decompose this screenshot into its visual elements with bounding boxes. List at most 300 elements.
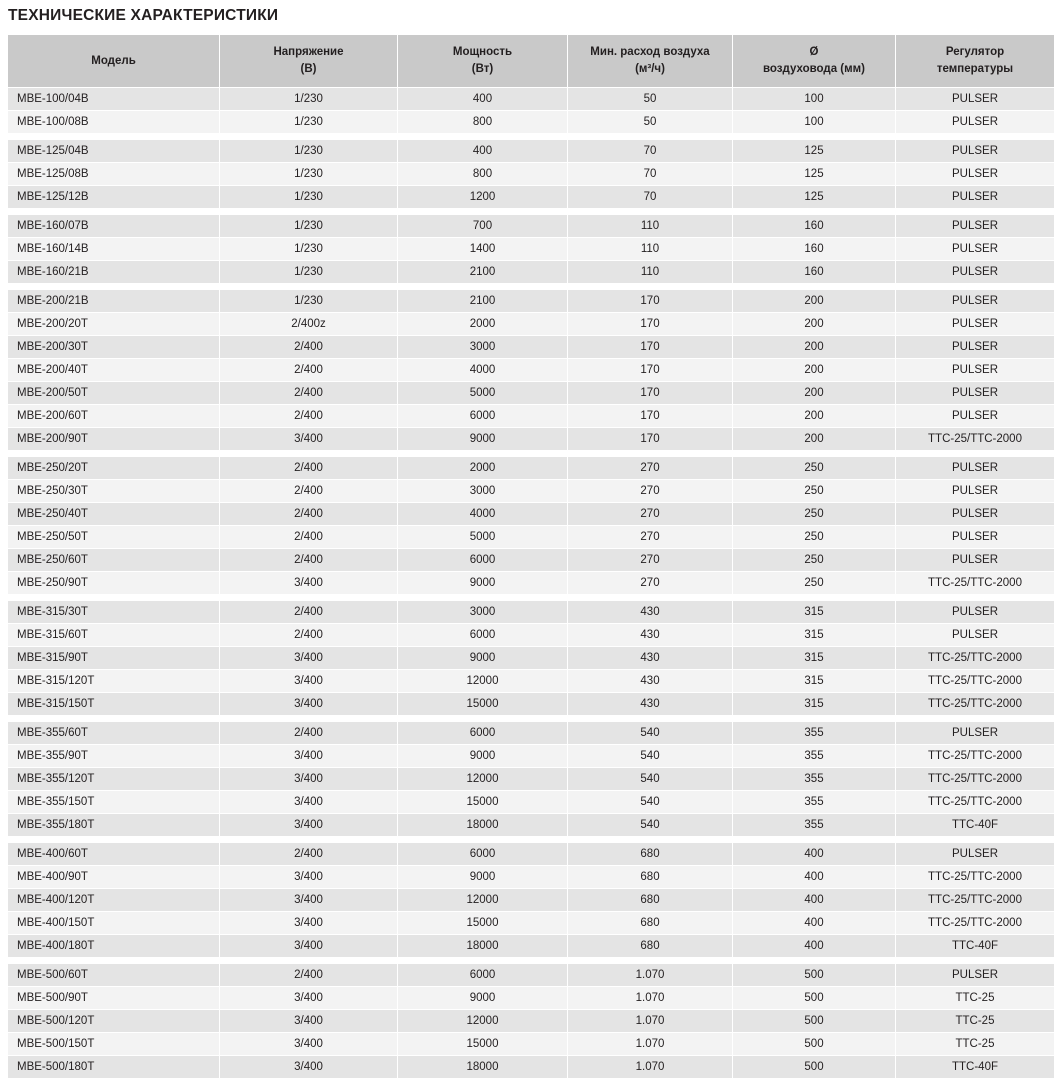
cell-power: 2000: [398, 313, 568, 336]
cell-airflow: 430: [568, 670, 733, 693]
cell-power: 12000: [398, 889, 568, 912]
table-row: [8, 814, 1055, 837]
cell-duct-diameter: 200: [733, 359, 896, 382]
cell-voltage: 3/400: [220, 745, 398, 768]
cell-power: 9000: [398, 647, 568, 670]
cell-model: MBE-100/08B: [8, 111, 220, 134]
cell-model: MBE-250/40T: [8, 503, 220, 526]
table-row: [8, 549, 1055, 572]
cell-voltage: 2/400: [220, 843, 398, 866]
cell-voltage: 2/400: [220, 480, 398, 503]
cell-model: MBE-200/30T: [8, 336, 220, 359]
cell-voltage: 3/400: [220, 912, 398, 935]
cell-duct-diameter: 315: [733, 693, 896, 716]
cell-voltage: 3/400: [220, 768, 398, 791]
cell-duct-diameter: 400: [733, 843, 896, 866]
table-row: [8, 745, 1055, 768]
cell-duct-diameter: 160: [733, 215, 896, 238]
cell-duct-diameter: 250: [733, 549, 896, 572]
cell-duct-diameter: 200: [733, 290, 896, 313]
table-row: [8, 382, 1055, 405]
cell-model: MBE-200/20T: [8, 313, 220, 336]
cell-model: MBE-250/90T: [8, 572, 220, 595]
cell-temperature-controller: TTC-25/TTC-2000: [896, 693, 1055, 716]
column-header-power: [398, 35, 568, 88]
cell-airflow: 540: [568, 722, 733, 745]
cell-power: 9000: [398, 866, 568, 889]
cell-airflow: 170: [568, 405, 733, 428]
column-header-temperature-controller-unit: температуры: [936, 63, 1014, 75]
cell-power: 18000: [398, 814, 568, 837]
cell-voltage: 1/230: [220, 111, 398, 134]
cell-temperature-controller: PULSER: [896, 313, 1055, 336]
cell-model: MBE-355/120T: [8, 768, 220, 791]
cell-model: MBE-500/150T: [8, 1033, 220, 1056]
cell-duct-diameter: 125: [733, 140, 896, 163]
cell-power: 12000: [398, 670, 568, 693]
cell-temperature-controller: TTC-25/TTC-2000: [896, 572, 1055, 595]
cell-model: MBE-200/90T: [8, 428, 220, 451]
cell-temperature-controller: PULSER: [896, 964, 1055, 987]
cell-duct-diameter: 160: [733, 261, 896, 284]
cell-voltage: 3/400: [220, 1010, 398, 1033]
cell-power: 6000: [398, 843, 568, 866]
cell-duct-diameter: 355: [733, 814, 896, 837]
cell-power: 400: [398, 88, 568, 111]
cell-power: 1400: [398, 238, 568, 261]
cell-model: MBE-315/60T: [8, 624, 220, 647]
cell-model: MBE-250/50T: [8, 526, 220, 549]
cell-power: 4000: [398, 503, 568, 526]
cell-airflow: 540: [568, 791, 733, 814]
cell-power: 3000: [398, 336, 568, 359]
cell-duct-diameter: 125: [733, 163, 896, 186]
cell-duct-diameter: 500: [733, 1010, 896, 1033]
table-row: [8, 987, 1055, 1010]
column-header-voltage: [220, 35, 398, 88]
cell-voltage: 1/230: [220, 163, 398, 186]
cell-model: MBE-160/14B: [8, 238, 220, 261]
cell-power: 2000: [398, 457, 568, 480]
cell-power: 9000: [398, 572, 568, 595]
cell-voltage: 1/230: [220, 186, 398, 209]
cell-duct-diameter: 100: [733, 88, 896, 111]
cell-airflow: 110: [568, 261, 733, 284]
cell-power: 6000: [398, 722, 568, 745]
table-row: [8, 290, 1055, 313]
cell-temperature-controller: PULSER: [896, 186, 1055, 209]
cell-power: 3000: [398, 480, 568, 503]
cell-model: MBE-400/60T: [8, 843, 220, 866]
cell-power: 15000: [398, 912, 568, 935]
cell-airflow: 1.070: [568, 1010, 733, 1033]
cell-voltage: 2/400: [220, 624, 398, 647]
cell-temperature-controller: TTC-25: [896, 1010, 1055, 1033]
cell-airflow: 1.070: [568, 964, 733, 987]
cell-model: MBE-200/60T: [8, 405, 220, 428]
cell-duct-diameter: 400: [733, 889, 896, 912]
cell-temperature-controller: PULSER: [896, 111, 1055, 134]
cell-duct-diameter: 315: [733, 647, 896, 670]
cell-duct-diameter: 200: [733, 382, 896, 405]
cell-temperature-controller: TTC-25: [896, 1033, 1055, 1056]
table-row: [8, 647, 1055, 670]
cell-duct-diameter: 355: [733, 791, 896, 814]
cell-airflow: 170: [568, 359, 733, 382]
table-row: [8, 313, 1055, 336]
cell-voltage: 3/400: [220, 791, 398, 814]
cell-airflow: 1.070: [568, 987, 733, 1010]
table-row: [8, 1056, 1055, 1079]
table-row: [8, 722, 1055, 745]
cell-voltage: 3/400: [220, 987, 398, 1010]
cell-airflow: 430: [568, 601, 733, 624]
cell-temperature-controller: TTC-25/TTC-2000: [896, 768, 1055, 791]
table-row: [8, 624, 1055, 647]
table-row: [8, 186, 1055, 209]
table-row: [8, 457, 1055, 480]
cell-power: 2100: [398, 290, 568, 313]
cell-voltage: 3/400: [220, 428, 398, 451]
cell-model: MBE-500/60T: [8, 964, 220, 987]
cell-airflow: 50: [568, 88, 733, 111]
cell-model: MBE-500/90T: [8, 987, 220, 1010]
cell-duct-diameter: 250: [733, 480, 896, 503]
cell-duct-diameter: 355: [733, 722, 896, 745]
column-header-temperature-controller-label: Регулятор: [945, 46, 1005, 59]
cell-power: 400: [398, 140, 568, 163]
column-header-airflow-unit: (м³/ч): [635, 63, 665, 75]
table-row: [8, 964, 1055, 987]
cell-temperature-controller: PULSER: [896, 238, 1055, 261]
cell-temperature-controller: PULSER: [896, 140, 1055, 163]
table-row: [8, 503, 1055, 526]
cell-airflow: 170: [568, 290, 733, 313]
cell-airflow: 1.070: [568, 1056, 733, 1079]
cell-power: 9000: [398, 987, 568, 1010]
cell-airflow: 270: [568, 572, 733, 595]
column-header-voltage-unit: (В): [300, 63, 317, 75]
table-header-row: [8, 35, 1055, 88]
cell-voltage: 1/230: [220, 290, 398, 313]
table-row: [8, 140, 1055, 163]
column-header-duct-diameter: [733, 35, 896, 88]
column-header-power-unit: (Вт): [471, 63, 494, 75]
cell-model: MBE-355/60T: [8, 722, 220, 745]
cell-temperature-controller: PULSER: [896, 359, 1055, 382]
cell-model: MBE-250/30T: [8, 480, 220, 503]
cell-model: MBE-200/21B: [8, 290, 220, 313]
cell-airflow: 170: [568, 313, 733, 336]
cell-temperature-controller: PULSER: [896, 624, 1055, 647]
table-row: [8, 526, 1055, 549]
cell-duct-diameter: 125: [733, 186, 896, 209]
column-header-airflow: [568, 35, 733, 88]
column-header-temperature-controller: [896, 35, 1055, 88]
cell-airflow: 540: [568, 814, 733, 837]
cell-airflow: 540: [568, 768, 733, 791]
cell-temperature-controller: PULSER: [896, 336, 1055, 359]
cell-duct-diameter: 250: [733, 503, 896, 526]
cell-power: 1200: [398, 186, 568, 209]
cell-duct-diameter: 400: [733, 866, 896, 889]
cell-duct-diameter: 200: [733, 336, 896, 359]
cell-airflow: 270: [568, 526, 733, 549]
cell-airflow: 680: [568, 889, 733, 912]
cell-model: MBE-315/90T: [8, 647, 220, 670]
table-row: [8, 935, 1055, 958]
column-header-voltage-label: Напряжение: [273, 46, 344, 59]
cell-model: MBE-355/90T: [8, 745, 220, 768]
cell-model: MBE-200/40T: [8, 359, 220, 382]
cell-voltage: 2/400: [220, 964, 398, 987]
cell-model: MBE-315/30T: [8, 601, 220, 624]
cell-airflow: 680: [568, 935, 733, 958]
cell-voltage: 2/400: [220, 722, 398, 745]
cell-airflow: 270: [568, 503, 733, 526]
cell-model: MBE-125/04B: [8, 140, 220, 163]
table-row: [8, 88, 1055, 111]
table-row: [8, 889, 1055, 912]
cell-voltage: 3/400: [220, 935, 398, 958]
cell-voltage: 1/230: [220, 140, 398, 163]
cell-model: MBE-125/08B: [8, 163, 220, 186]
table-row: [8, 111, 1055, 134]
cell-voltage: 2/400: [220, 457, 398, 480]
cell-airflow: 430: [568, 647, 733, 670]
cell-model: MBE-160/21B: [8, 261, 220, 284]
cell-temperature-controller: PULSER: [896, 843, 1055, 866]
cell-duct-diameter: 250: [733, 526, 896, 549]
column-header-duct-diameter-unit: воздуховода (мм): [763, 63, 865, 75]
cell-power: 800: [398, 111, 568, 134]
cell-power: 9000: [398, 745, 568, 768]
cell-temperature-controller: TTC-25/TTC-2000: [896, 912, 1055, 935]
cell-duct-diameter: 315: [733, 670, 896, 693]
cell-duct-diameter: 200: [733, 405, 896, 428]
cell-temperature-controller: TTC-40F: [896, 1056, 1055, 1079]
cell-voltage: 2/400: [220, 336, 398, 359]
table-row: [8, 693, 1055, 716]
cell-duct-diameter: 500: [733, 987, 896, 1010]
table-row: [8, 843, 1055, 866]
cell-model: MBE-500/120T: [8, 1010, 220, 1033]
cell-temperature-controller: PULSER: [896, 261, 1055, 284]
cell-airflow: 70: [568, 163, 733, 186]
cell-duct-diameter: 200: [733, 313, 896, 336]
cell-duct-diameter: 500: [733, 1033, 896, 1056]
cell-airflow: 170: [568, 428, 733, 451]
cell-temperature-controller: TTC-25/TTC-2000: [896, 866, 1055, 889]
cell-duct-diameter: 355: [733, 745, 896, 768]
cell-voltage: 3/400: [220, 572, 398, 595]
cell-voltage: 1/230: [220, 215, 398, 238]
cell-model: MBE-400/150T: [8, 912, 220, 935]
cell-duct-diameter: 200: [733, 428, 896, 451]
table-row: [8, 601, 1055, 624]
cell-voltage: 3/400: [220, 866, 398, 889]
table-row: [8, 405, 1055, 428]
cell-airflow: 170: [568, 382, 733, 405]
cell-voltage: 2/400: [220, 382, 398, 405]
cell-power: 2100: [398, 261, 568, 284]
cell-temperature-controller: PULSER: [896, 457, 1055, 480]
cell-voltage: 3/400: [220, 693, 398, 716]
cell-temperature-controller: PULSER: [896, 88, 1055, 111]
cell-model: MBE-200/50T: [8, 382, 220, 405]
cell-power: 15000: [398, 791, 568, 814]
cell-power: 18000: [398, 1056, 568, 1079]
cell-temperature-controller: PULSER: [896, 722, 1055, 745]
cell-power: 6000: [398, 964, 568, 987]
table-row: [8, 1033, 1055, 1056]
cell-voltage: 3/400: [220, 647, 398, 670]
table-row: [8, 572, 1055, 595]
cell-model: MBE-500/180T: [8, 1056, 220, 1079]
table-row: [8, 768, 1055, 791]
cell-airflow: 680: [568, 912, 733, 935]
page-title: ТЕХНИЧЕСКИЕ ХАРАКТЕРИСТИКИ: [8, 7, 279, 24]
cell-voltage: 3/400: [220, 1056, 398, 1079]
cell-voltage: 2/400: [220, 601, 398, 624]
cell-voltage: 1/230: [220, 261, 398, 284]
column-header-model-label: Модель: [91, 54, 136, 67]
cell-voltage: 3/400: [220, 1033, 398, 1056]
cell-temperature-controller: TTC-40F: [896, 814, 1055, 837]
cell-duct-diameter: 355: [733, 768, 896, 791]
table-row: [8, 791, 1055, 814]
column-header-power-label: Мощность: [452, 46, 513, 59]
cell-duct-diameter: 315: [733, 601, 896, 624]
cell-airflow: 270: [568, 549, 733, 572]
cell-temperature-controller: TTC-25/TTC-2000: [896, 647, 1055, 670]
table-row: [8, 866, 1055, 889]
cell-model: MBE-400/90T: [8, 866, 220, 889]
cell-temperature-controller: TTC-40F: [896, 935, 1055, 958]
cell-airflow: 680: [568, 866, 733, 889]
table-row: [8, 359, 1055, 382]
cell-voltage: 3/400: [220, 889, 398, 912]
cell-duct-diameter: 100: [733, 111, 896, 134]
cell-temperature-controller: PULSER: [896, 382, 1055, 405]
cell-duct-diameter: 400: [733, 912, 896, 935]
cell-voltage: 2/400z: [220, 313, 398, 336]
column-header-duct-diameter-label: Ø: [809, 46, 819, 59]
cell-model: MBE-400/180T: [8, 935, 220, 958]
cell-airflow: 70: [568, 140, 733, 163]
cell-voltage: 2/400: [220, 526, 398, 549]
cell-power: 4000: [398, 359, 568, 382]
cell-temperature-controller: PULSER: [896, 480, 1055, 503]
cell-airflow: 50: [568, 111, 733, 134]
cell-power: 6000: [398, 549, 568, 572]
cell-model: MBE-315/120T: [8, 670, 220, 693]
table-row: [8, 238, 1055, 261]
cell-airflow: 430: [568, 624, 733, 647]
cell-voltage: 2/400: [220, 549, 398, 572]
cell-model: MBE-250/20T: [8, 457, 220, 480]
cell-duct-diameter: 250: [733, 572, 896, 595]
cell-duct-diameter: 250: [733, 457, 896, 480]
table-row: [8, 163, 1055, 186]
cell-model: MBE-355/180T: [8, 814, 220, 837]
cell-temperature-controller: PULSER: [896, 290, 1055, 313]
cell-power: 9000: [398, 428, 568, 451]
table-header: [8, 35, 1055, 88]
cell-power: 15000: [398, 1033, 568, 1056]
table-row: [8, 428, 1055, 451]
cell-duct-diameter: 400: [733, 935, 896, 958]
table-row: [8, 336, 1055, 359]
cell-temperature-controller: TTC-25/TTC-2000: [896, 791, 1055, 814]
cell-airflow: 270: [568, 480, 733, 503]
cell-airflow: 110: [568, 238, 733, 261]
cell-temperature-controller: PULSER: [896, 549, 1055, 572]
cell-temperature-controller: TTC-25: [896, 987, 1055, 1010]
table-row: [8, 1010, 1055, 1033]
cell-voltage: 3/400: [220, 814, 398, 837]
table-row: [8, 215, 1055, 238]
cell-power: 5000: [398, 382, 568, 405]
cell-model: MBE-355/150T: [8, 791, 220, 814]
cell-temperature-controller: PULSER: [896, 405, 1055, 428]
cell-power: 12000: [398, 1010, 568, 1033]
cell-airflow: 110: [568, 215, 733, 238]
cell-duct-diameter: 500: [733, 1056, 896, 1079]
cell-duct-diameter: 500: [733, 964, 896, 987]
cell-model: MBE-400/120T: [8, 889, 220, 912]
cell-airflow: 540: [568, 745, 733, 768]
cell-temperature-controller: TTC-25/TTC-2000: [896, 889, 1055, 912]
table-row: [8, 912, 1055, 935]
cell-airflow: 1.070: [568, 1033, 733, 1056]
cell-voltage: 2/400: [220, 503, 398, 526]
cell-temperature-controller: TTC-25/TTC-2000: [896, 745, 1055, 768]
cell-temperature-controller: TTC-25/TTC-2000: [896, 670, 1055, 693]
column-header-model: [8, 35, 220, 88]
cell-power: 3000: [398, 601, 568, 624]
table-row: [8, 480, 1055, 503]
cell-airflow: 270: [568, 457, 733, 480]
cell-temperature-controller: PULSER: [896, 503, 1055, 526]
cell-temperature-controller: TTC-25/TTC-2000: [896, 428, 1055, 451]
cell-airflow: 430: [568, 693, 733, 716]
cell-voltage: 3/400: [220, 670, 398, 693]
column-header-airflow-label: Мин. расход воздуха: [590, 46, 710, 59]
table-row: [8, 670, 1055, 693]
cell-voltage: 1/230: [220, 88, 398, 111]
table-row: [8, 261, 1055, 284]
cell-model: MBE-315/150T: [8, 693, 220, 716]
cell-temperature-controller: PULSER: [896, 526, 1055, 549]
cell-airflow: 680: [568, 843, 733, 866]
technical-specifications-table: [7, 34, 1055, 1079]
cell-power: 700: [398, 215, 568, 238]
cell-airflow: 170: [568, 336, 733, 359]
spec-sheet-page: [0, 7, 1061, 1079]
cell-voltage: 2/400: [220, 405, 398, 428]
table-body: [8, 88, 1055, 1079]
cell-power: 5000: [398, 526, 568, 549]
cell-model: MBE-250/60T: [8, 549, 220, 572]
cell-model: MBE-160/07B: [8, 215, 220, 238]
cell-airflow: 70: [568, 186, 733, 209]
cell-temperature-controller: PULSER: [896, 601, 1055, 624]
cell-power: 800: [398, 163, 568, 186]
cell-model: MBE-125/12B: [8, 186, 220, 209]
cell-power: 6000: [398, 624, 568, 647]
cell-power: 12000: [398, 768, 568, 791]
